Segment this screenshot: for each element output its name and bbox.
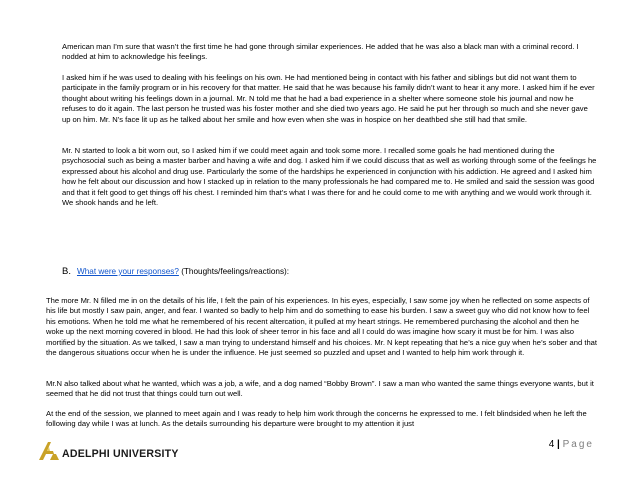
page-separator: | — [554, 439, 563, 450]
paragraph-6: At the end of the session, we planned to meet again and I was ready to help him work through the concerns he expressed to me. I felt blindsided when he left the following day while I was at lunch. As the details surrounding his departure were brought to my attention it just — [46, 409, 587, 429]
section-b-heading — [62, 266, 289, 277]
paragraph-5: Mr.N also talked about what he wanted, which was a job, a wife, and a dog named “Bobby Brown”. I saw a man who wanted the same things everyone wants, but it seemed that he did not trust that things could turn out well. — [46, 379, 594, 399]
page-number-value: 4 — [548, 439, 555, 450]
paragraph-3: Mr. N started to look a bit worn out, so I asked him if we could meet again and took some more. I recalled some goals he had mentioned during the psychosocial such as being a master barber and having a wife and dog. I asked him if we could discuss that as well as working through some of the feelings he expressed about his alcohol and drug use. Particularly the some of the hardships he experienced in conjunction with his addiction. He agreed and I asked him how he felt about our discussion and how I stacked up in relation to the many professionals he had compared me to. He smiled and said the session was good and that it felt good to get things off his chest. I reminded him that’s what I was there for and he could come to me with anything and we would work through it. We shook hands and he left. — [62, 146, 597, 208]
paragraph-2: I asked him if he was used to dealing with his feelings on his own. He had mentioned being in contact with his father and siblings but did not want them to participate in the family program or in his recovery for that matter. He said that he was because his family didn’t want to hear it any more. I asked him if he ever thought about writing his feelings down in a journal. Mr. N told me that he had a bad experience in a shelter where someone stole his journal and now he refuses to do it again. The last person he trusted was his foster mother and she died two years ago. He said he put her through so much and she never gave up on him. Mr. N’s face lit up as he talked about her smile and how even when she was in hospice on her deathbed she still had that smile. — [62, 73, 595, 124]
page-number — [549, 439, 594, 450]
logo-text: ADELPHI UNIVERSITY — [62, 448, 179, 460]
section-b-subtitle: (Thoughts/feelings/reactions): — [178, 267, 290, 276]
adelphi-logo-icon — [38, 441, 60, 461]
paragraph-1: American man I’m sure that wasn’t the first time he had gone through similar experiences. He added that he was also a black man with a criminal record. I nodded at him to acknowledge his feelings. — [62, 42, 579, 62]
adelphi-logo — [38, 441, 179, 461]
responses-link[interactable]: What were your responses? — [76, 267, 179, 276]
section-b-letter: B. — [62, 266, 71, 277]
paragraph-4: The more Mr. N filled me in on the details of his life, I felt the pain of his experiences. In his eyes, especially, I saw some joy when he reflected on some aspects of his life but mostly I saw pain, anger, and fear. I wanted so badly to help him and do something to ease his burden. I saw a sweet guy who did not know how to feel his emotions. When he told me what he remembered of his recent altercation, it pulled at my heart strings. He remembered purchasing the alcohol and then he woke up the next morning covered in blood. He had this look of sheer terror in his face and all I could do was imagine how scary it must be for him. I was also mortified by the situation. As we talked, I saw a man trying to understand himself and his choices. Mr. N kept repeating that he’s a nice guy when he’s sober and that the dangerous situations occur when he is under the influence. He just seemed so puzzled and upset and I wanted to help him work through it. — [46, 296, 597, 358]
page-word: Page — [562, 439, 594, 450]
